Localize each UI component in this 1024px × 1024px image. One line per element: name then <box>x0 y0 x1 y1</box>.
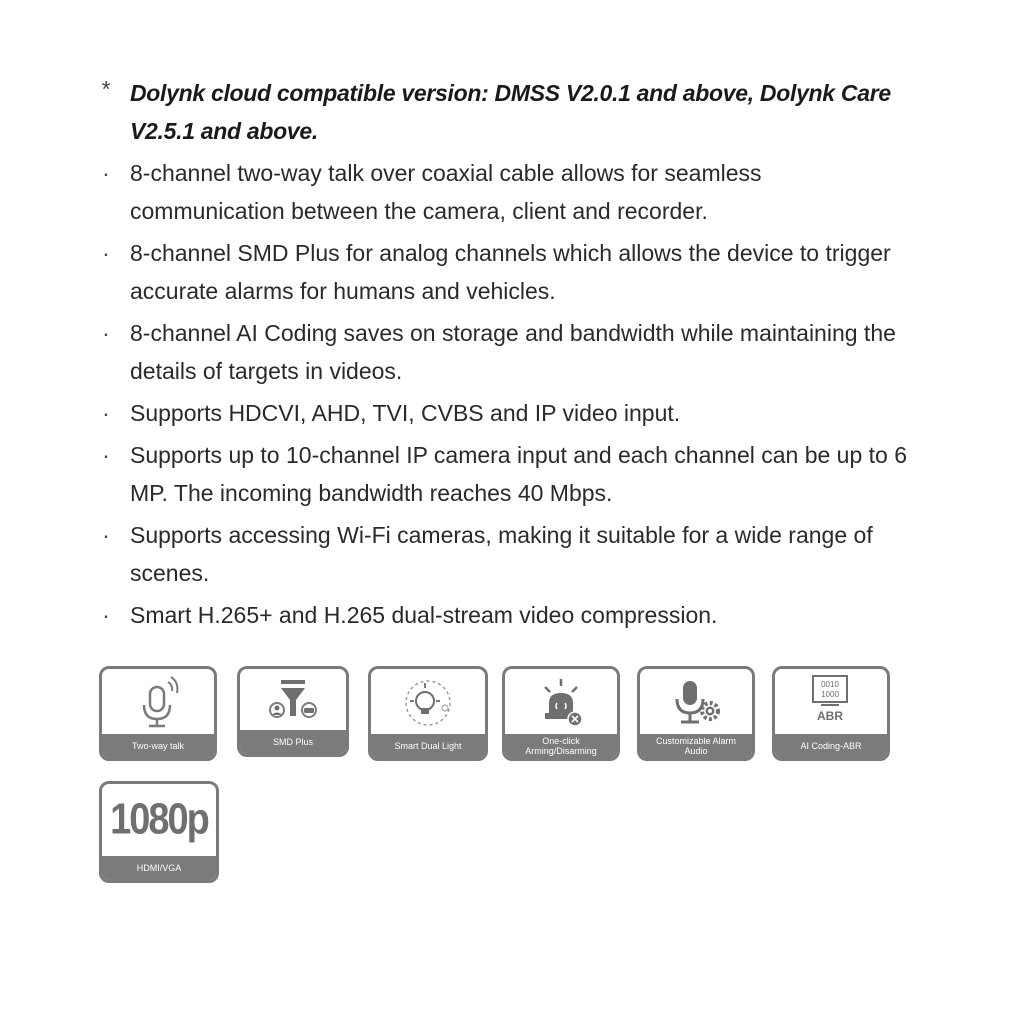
feature-item <box>96 314 916 390</box>
funnel-filter-icon <box>263 674 323 726</box>
binary-line-2: 1000 <box>821 689 839 699</box>
feature-icon-customizable-alarm-audio <box>637 666 755 761</box>
bullet-mark: · <box>102 160 110 186</box>
feature-text: Supports HDCVI, AHD, TVI, CVBS and IP video input. <box>130 400 681 426</box>
feature-icon-smart-dual-light <box>368 666 488 761</box>
feature-item <box>96 394 916 432</box>
feature-icon-two-way-talk <box>99 666 217 761</box>
abr-badge: ABR <box>817 708 843 723</box>
bullet-mark: · <box>102 400 110 426</box>
feature-text: Supports accessing Wi-Fi cameras, making it suitable for a wide range of scenes. <box>130 522 873 586</box>
feature-item <box>96 516 916 592</box>
feature-icon-label: Two-way talk <box>102 734 214 758</box>
1080p-text-icon: 1080p <box>110 795 208 844</box>
compatibility-note <box>96 74 916 150</box>
microphone-waves-icon <box>128 673 188 731</box>
bullet-mark: · <box>102 240 110 266</box>
feature-text: Supports up to 10-channel IP camera input and each channel can be up to 6 MP. The incoming bandwidth reaches 40 Mbps. <box>130 442 908 506</box>
feature-text: 8-channel two-way talk over coaxial cable allows for seamless communication between the camera, client and recorder. <box>130 160 762 224</box>
feature-item <box>96 596 916 634</box>
bullet-mark: · <box>102 320 110 346</box>
asterisk-mark: * <box>101 76 111 102</box>
feature-text: 8-channel AI Coding saves on storage and bandwidth while maintaining the details of targets in videos. <box>130 320 896 384</box>
bullet-mark: · <box>102 442 110 468</box>
compatibility-note-text: Dolynk cloud compatible version: DMSS V2.0.1 and above, Dolynk Care V2.5.1 and above. <box>130 80 891 144</box>
feature-item <box>96 436 916 512</box>
feature-text: 8-channel SMD Plus for analog channels which allows the device to trigger accurate alarms for humans and vehicles. <box>130 240 891 304</box>
bullet-mark: · <box>102 602 110 628</box>
feature-icon-label: HDMI/VGA <box>102 856 216 880</box>
feature-icon-hdmi-vga <box>99 781 219 883</box>
feature-icon-label: SMD Plus <box>240 730 346 754</box>
feature-icon-label: One-click Arming/Disarming <box>505 734 617 758</box>
light-bulb-icon <box>396 673 460 731</box>
feature-icon-row <box>99 666 899 764</box>
feature-item <box>96 154 916 230</box>
feature-icon-label: Smart Dual Light <box>371 734 485 758</box>
feature-item <box>96 234 916 310</box>
feature-icon-label: Customizable Alarm Audio <box>640 734 752 758</box>
microphone-gear-icon <box>664 673 728 731</box>
feature-icon-row-2 <box>99 781 229 885</box>
spec-list <box>96 74 916 638</box>
feature-icon-one-click-arming <box>502 666 620 761</box>
binary-monitor-abr-icon <box>801 672 861 732</box>
siren-alarm-icon <box>531 673 591 731</box>
bullet-mark: · <box>102 522 110 548</box>
feature-icon-smd-plus <box>237 666 349 757</box>
feature-text: Smart H.265+ and H.265 dual-stream video compression. <box>130 602 718 628</box>
feature-icon-ai-coding-abr <box>772 666 890 761</box>
feature-icon-label: AI Coding-ABR <box>775 734 887 758</box>
binary-line-1: 0010 <box>821 679 839 689</box>
